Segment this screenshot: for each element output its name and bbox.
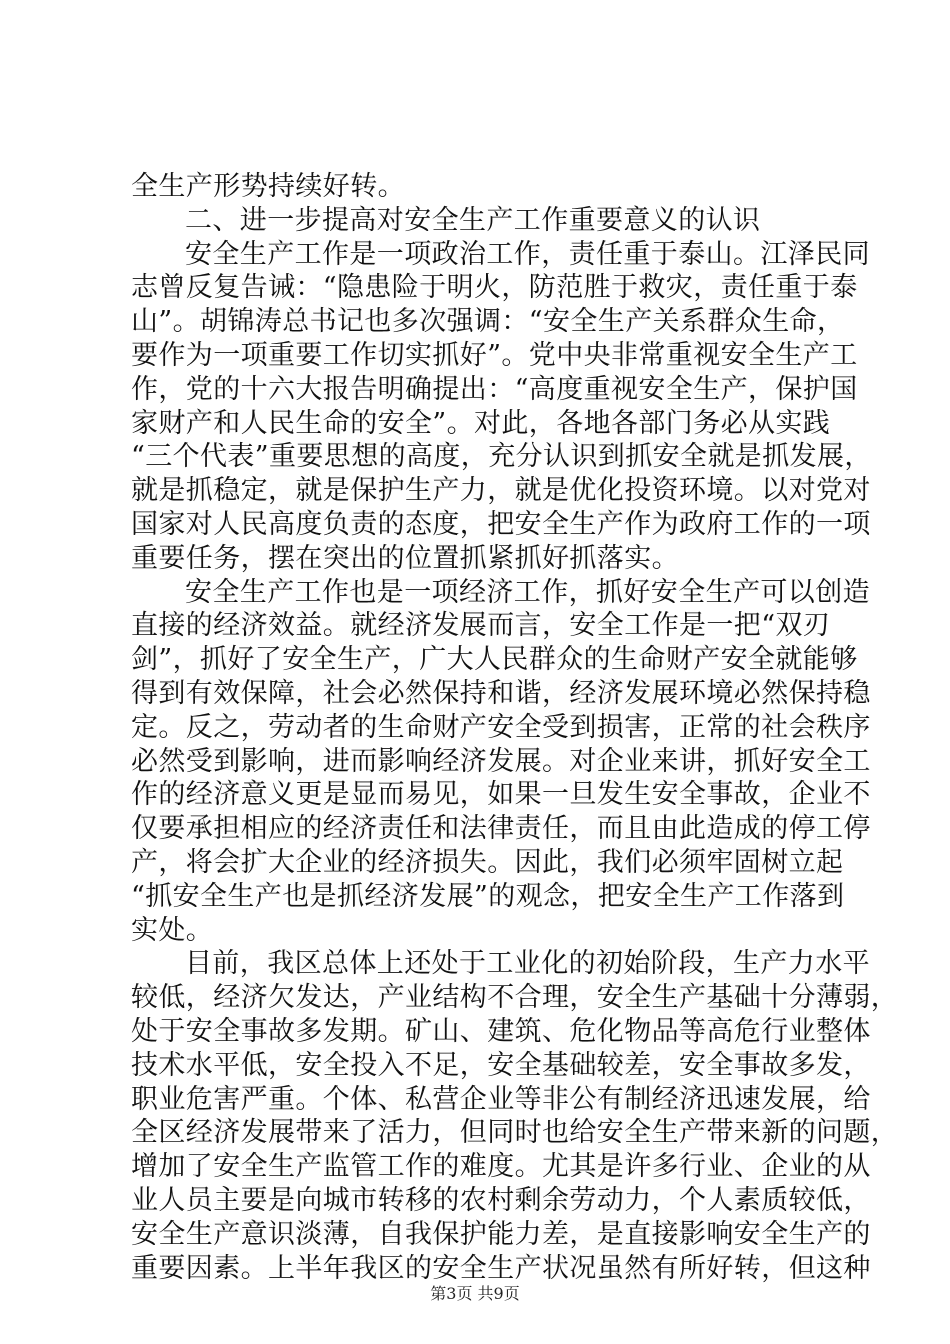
text-line: 增加了安全生产监管工作的难度。尤其是许多行业、企业的从 [131, 1151, 871, 1183]
text-line: 技术水平低，安全投入不足，安全基础较差，安全事故多发， [131, 1049, 871, 1081]
text-line: 业人员主要是向城市转移的农村剩余劳动力，个人素质较低， [131, 1184, 871, 1216]
text-line: “抓安全生产也是抓经济发展”的观念，把安全生产工作落到 [131, 880, 845, 912]
text-line: 剑”，抓好了安全生产，广大人民群众的生命财产安全就能够 [131, 644, 858, 676]
text-line: 全生产形势持续好转。 [131, 171, 405, 202]
section-heading: 二、进一步提高对安全生产工作重要意义的认识 [185, 204, 761, 236]
text-line: 安全生产工作是一项政治工作，责任重于泰山。江泽民同 [185, 238, 870, 270]
text-line: 定。反之，劳动者的生命财产安全受到损害，正常的社会秩序 [131, 711, 871, 743]
text-line: 安全生产意识淡薄，自我保护能力差，是直接影响安全生产的 [131, 1218, 871, 1250]
text-line: 实处。 [131, 914, 214, 946]
text-line: 志曾反复告诫：“隐患险于明火，防范胜于救灾，责任重于泰 [131, 272, 858, 304]
text-line: 山”。胡锦涛总书记也多次强调：“安全生产关系群众生命， [131, 306, 845, 338]
text-line: 要作为一项重要工作切实抓好”。党中央非常重视安全生产工 [131, 339, 858, 371]
text-line: 家财产和人民生命的安全”。对此，各地各部门务必从实践 [131, 407, 831, 439]
text-line: 全区经济发展带来了活力，但同时也给安全生产带来新的问题， [131, 1117, 899, 1149]
document-body [131, 170, 899, 1285]
text-line: 仅要承担相应的经济责任和法律责任，而且由此造成的停工停 [131, 813, 871, 845]
text-line: 直接的经济效益。就经济发展而言，安全工作是一把“双刃 [131, 610, 831, 642]
text-line: 得到有效保障，社会必然保持和谐，经济发展环境必然保持稳 [131, 677, 871, 709]
text-line: 必然受到影响，进而影响经济发展。对企业来讲，抓好安全工 [131, 745, 871, 777]
text-line: 目前，我区总体上还处于工业化的初始阶段，生产力水平 [185, 948, 870, 980]
text-line: 安全生产工作也是一项经济工作，抓好安全生产可以创造 [185, 576, 870, 608]
page-footer: 第3页 共9页 [430, 1284, 520, 1303]
text-line: “三个代表”重要思想的高度，充分认识到抓安全就是抓发展， [131, 441, 872, 473]
text-line: 重要任务，摆在突出的位置抓紧抓好抓落实。 [131, 542, 679, 574]
text-line: 作，党的十六大报告明确提出：“高度重视安全生产，保护国 [131, 373, 858, 405]
text-line: 就是抓稳定，就是保护生产力，就是优化投资环境。以对党对 [131, 475, 871, 507]
text-line: 国家对人民高度负责的态度，把安全生产作为政府工作的一项 [131, 508, 871, 540]
text-line: 处于安全事故多发期。矿山、建筑、危化物品等高危行业整体 [131, 1015, 871, 1047]
text-line: 作的经济意义更是显而易见，如果一旦发生安全事故，企业不 [131, 779, 871, 811]
text-line: 较低，经济欠发达，产业结构不合理，安全生产基础十分薄弱， [131, 982, 899, 1014]
text-line: 重要因素。上半年我区的安全生产状况虽然有所好转，但这种 [131, 1252, 871, 1284]
text-line: 产，将会扩大企业的经济损失。因此，我们必须牢固树立起 [131, 846, 844, 878]
text-line: 职业危害严重。个体、私营企业等非公有制经济迅速发展，给 [131, 1083, 871, 1115]
